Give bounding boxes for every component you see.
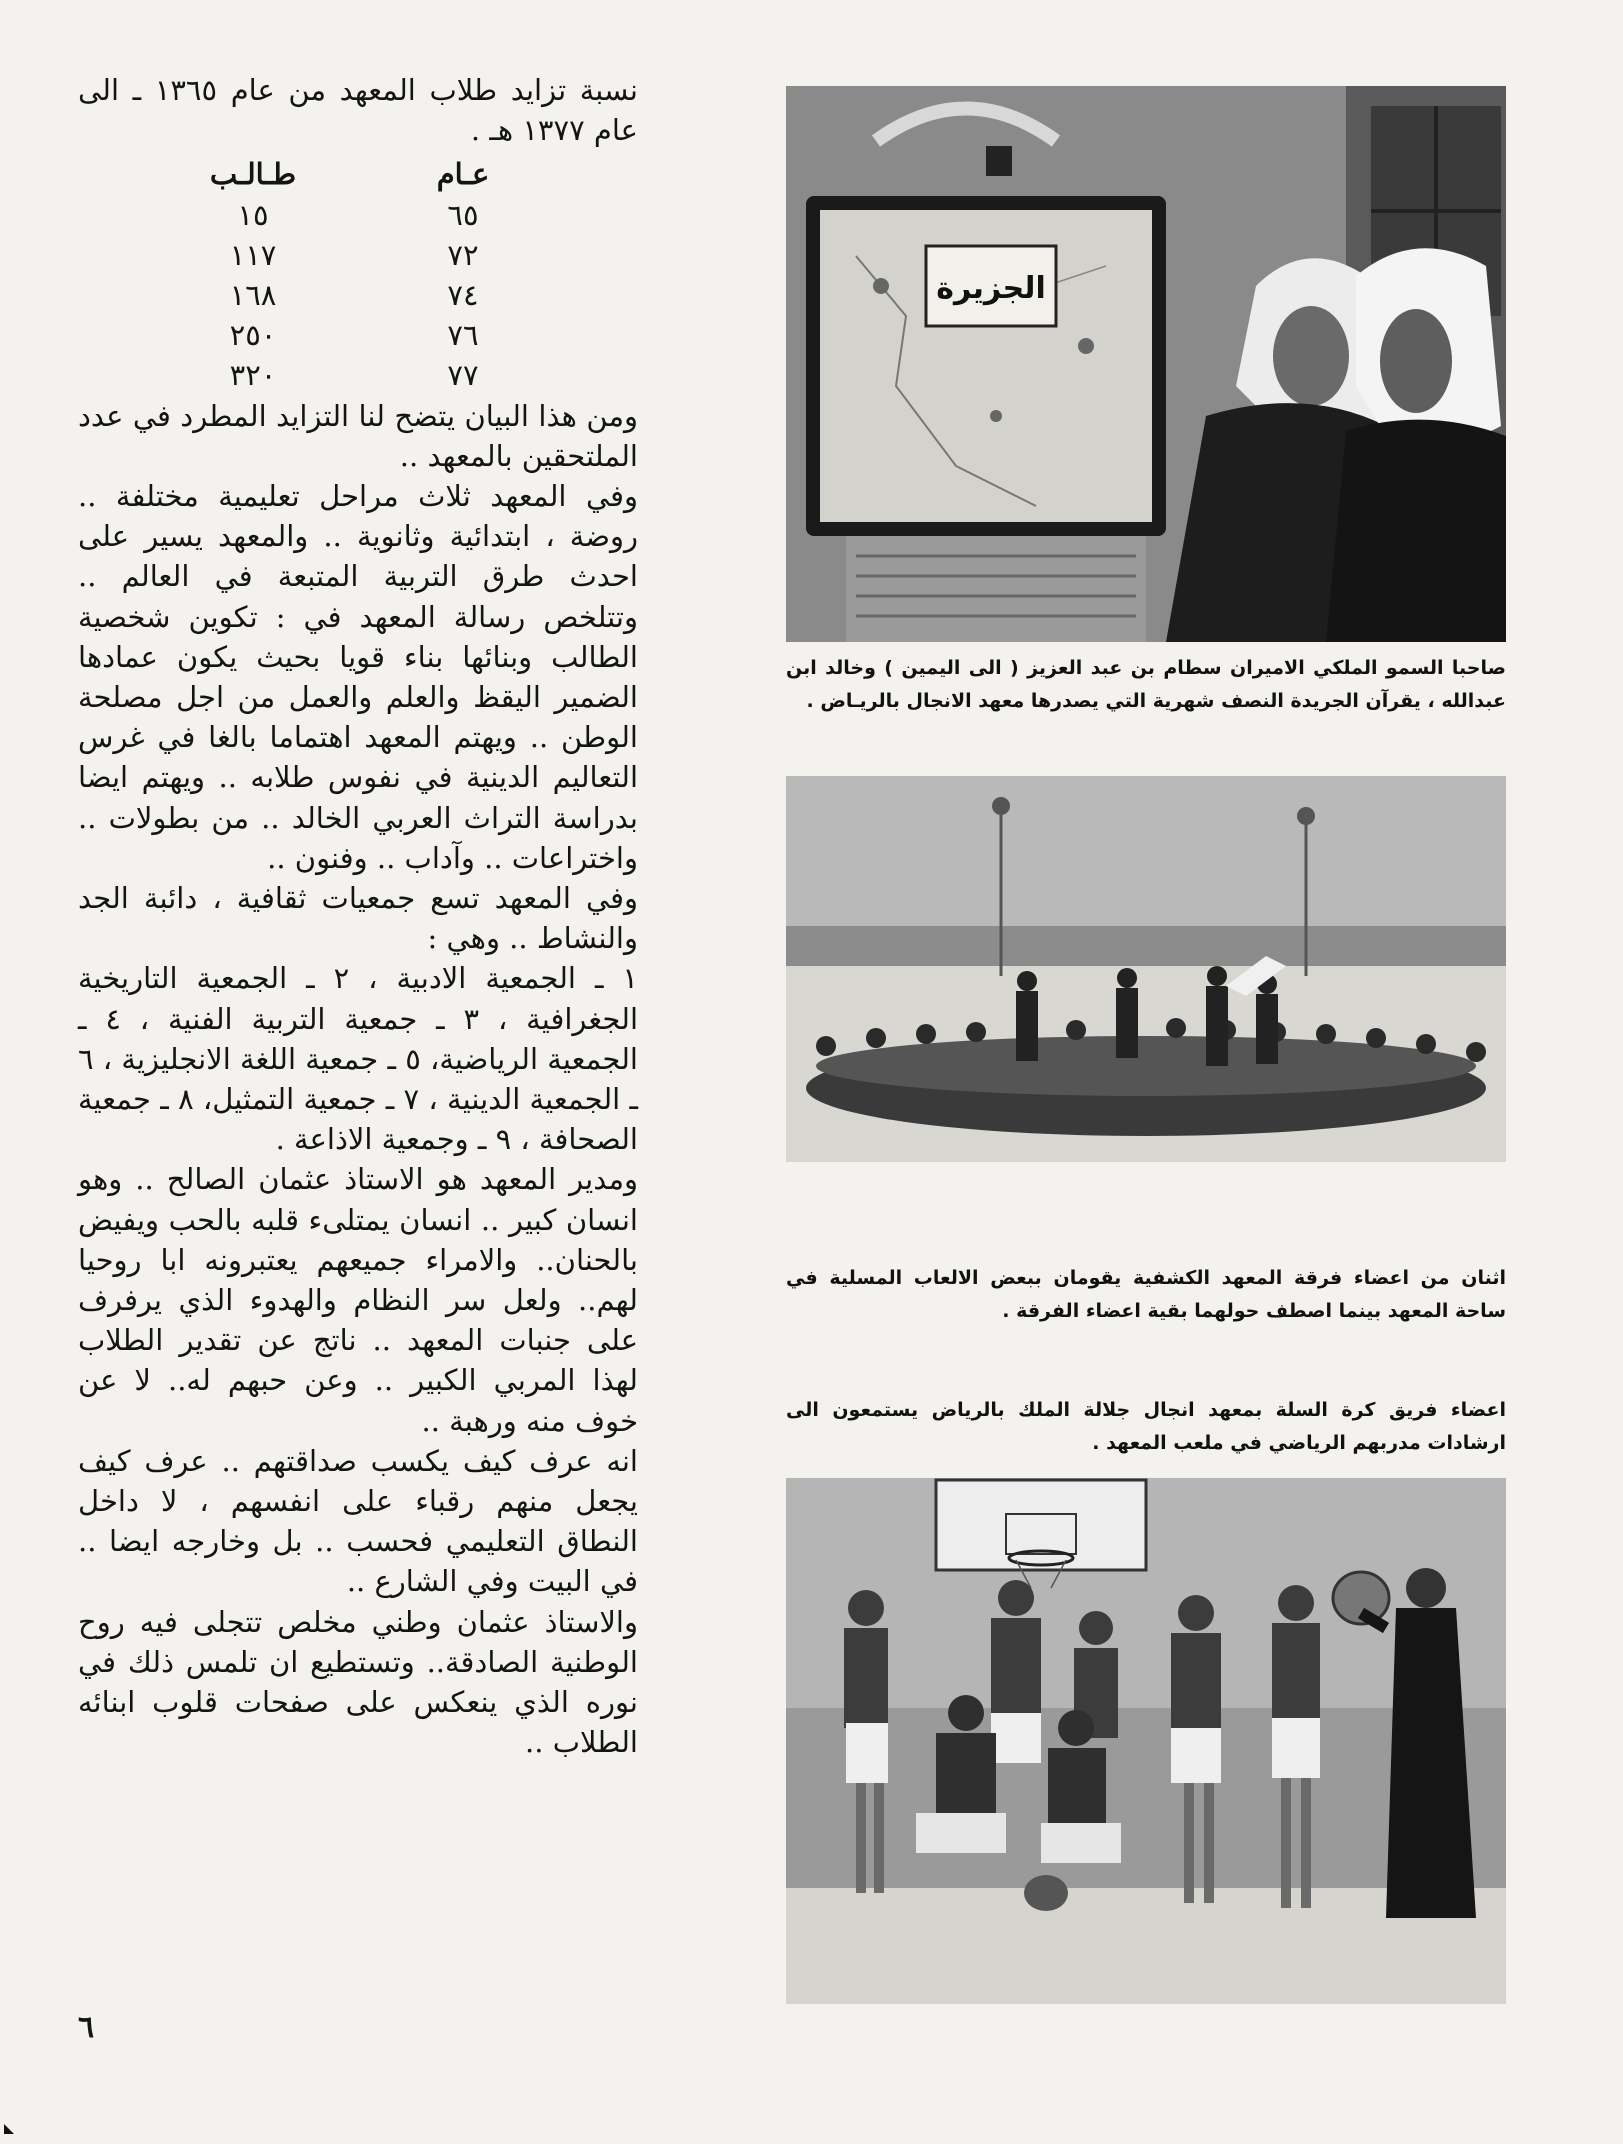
photo-caption: صاحبا السمو الملكي الاميران سطام بن عبد العزيز ( الى اليمين ) وخالد ابن عبدالله ، يقرآن الجريدة النصف شهرية التي يصدرها معهد الانجال بالريـاض . <box>786 657 1506 712</box>
year-cell: ٦٥ <box>447 197 479 232</box>
year-header: عـام <box>436 157 490 192</box>
enrollment-table <box>178 154 538 395</box>
table-row <box>178 355 538 395</box>
photo-basketball-team <box>786 1478 1506 2004</box>
photo-caption: اثنان من اعضاء فرقة المعهد الكشفية يقومان ببعض الالعاب المسلية في ساحة المعهد بينما اصطف حولهما بقية اعضاء الفرقة . <box>786 1267 1506 1322</box>
students-cell: ١١٧ <box>229 237 277 272</box>
article-paragraph: ومدير المعهد هو الاستاذ عثمان الصالح .. وهو انسان كبير .. انسان يمتلىء قلبه بالحب ويفيض بالحنان.. والامراء جميعهم يعتبرونه ابا روحيا لهم.. ولعل سر النظام والهدوء الذي يرفرف على جنبات المعهد .. ناتج عن تقدير الطلاب لهذا المربي الكبير .. وعن حبهم له.. لا عن خوف منه ورهبة .. <box>78 1162 638 1438</box>
table-row <box>178 195 538 235</box>
article-paragraph: وفي المعهد تسع جمعيات ثقافية ، دائبة الجد والنشاط .. وهي : <box>78 880 638 956</box>
article-paragraph: ١ ـ الجمعية الادبية ، ٢ ـ الجمعية التاريخية الجغرافية ، ٣ ـ جمعية التربية الفنية ، ٤ ـ الجمعية الرياضية، ٥ ـ جمعية اللغة الانجليزية ، ٦ ـ الجمعية الدينية ، ٧ ـ جمعية التمثيل، ٨ ـ جمعية الصحافة ، ٩ ـ وجمعية الاذاعة . <box>78 961 639 1157</box>
year-cell: ٧٢ <box>447 237 479 272</box>
students-cell: ٢٥٠ <box>229 318 277 353</box>
photo-scouts-courtyard <box>786 776 1506 1162</box>
year-cell: ٧٦ <box>447 318 479 353</box>
students-header: طـالـب <box>209 157 297 192</box>
newspaper-masthead: الجزيرة <box>936 271 1046 306</box>
article-column <box>78 70 638 1762</box>
page-number: ٦ <box>78 2010 95 2045</box>
article-paragraph: انه عرف كيف يكسب صداقتهم .. عرف كيف يجعل منهم رقباء على انفسهم ، لا داخل النطاق التعليمي فحسب .. بل وخارجه ايضا .. في البيت وفي الشارع .. <box>78 1443 638 1599</box>
table-header <box>178 154 538 194</box>
photo-caption: اعضاء فريق كرة السلة بمعهد انجال جلالة الملك بالرياض يستمعون الى ارشادات مدربهم الرياضي في ملعب المعهد . <box>786 1399 1506 1454</box>
students-cell: ١٦٨ <box>229 277 277 312</box>
article-intro: نسبة تزايد طلاب المعهد من عام ١٣٦٥ ـ الى عام ١٣٧٧ هـ . <box>78 73 639 148</box>
year-cell: ٧٧ <box>447 358 479 393</box>
article-paragraph: وفي المعهد ثلاث مراحل تعليمية مختلفة .. روضة ، ابتدائية وثانوية .. والمعهد يسير على احدث طرق التربية المتبعة في العالم .. وتتلخص رسالة المعهد في : تكوين شخصية الطالب وبنائها بناء قويا بحيث يكون عمادها الضمير اليقظ والعلم والعمل من اجل مصلحة الوطن .. ويهتم المعهد اهتماما بالغا في غرس التعاليم الدينية في نفوس طلابه .. ويهتم ايضا بدراسة التراث العربي الخالد .. من بطولات .. واختراعات .. وآداب .. وفنون .. <box>78 478 638 875</box>
table-row <box>178 315 538 355</box>
table-row <box>178 275 538 315</box>
students-cell: ٣٢٠ <box>229 358 277 393</box>
article-paragraph: ومن هذا البيان يتضح لنا التزايد المطرد في عدد الملتحقين بالمعهد .. <box>78 398 638 473</box>
photo-newspaper-reading <box>786 86 1506 642</box>
year-cell: ٧٤ <box>447 277 479 312</box>
corner-mark <box>4 2124 14 2134</box>
article-paragraph: والاستاذ عثمان وطني مخلص تتجلى فيه روح الوطنية الصادقة.. وتستطيع ان تلمس ذلك في نوره الذي ينعكس على صفحات قلوب ابنائه الطلاب .. <box>78 1604 638 1760</box>
table-row <box>178 235 538 275</box>
students-cell: ١٥ <box>237 197 269 232</box>
